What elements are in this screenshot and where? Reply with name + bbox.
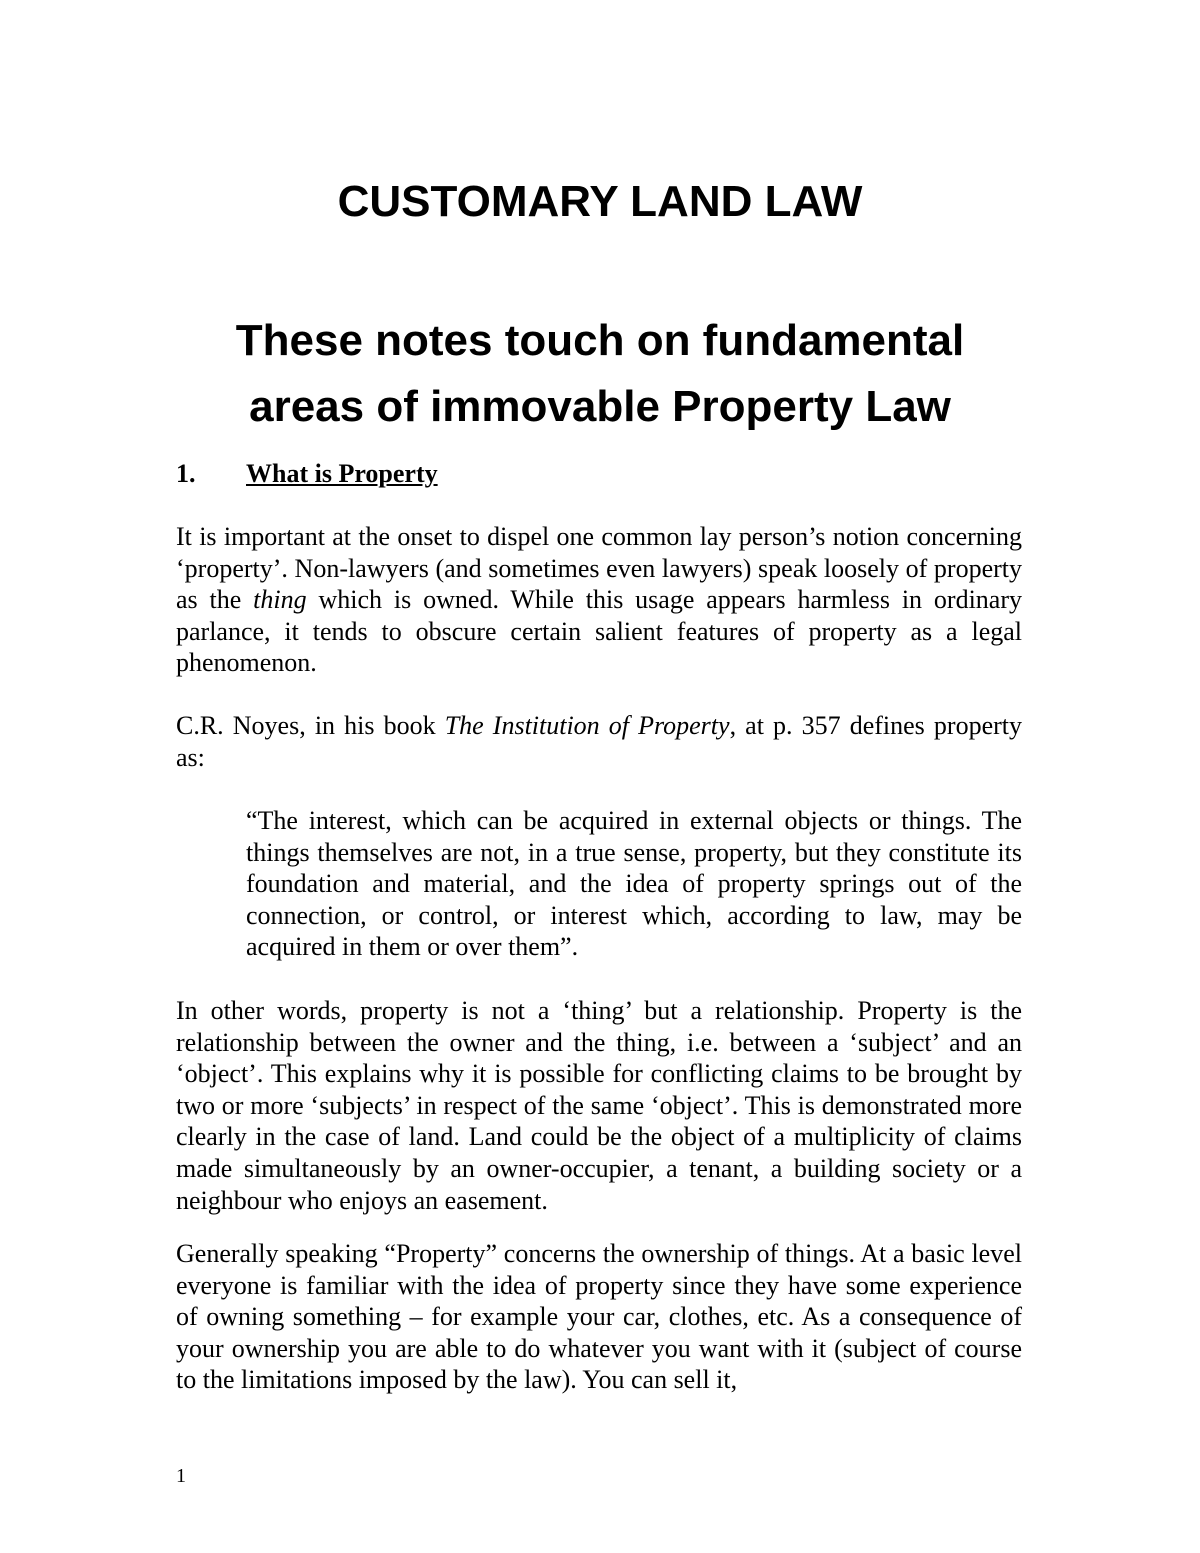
document-title: CUSTOMARY LAND LAW bbox=[337, 177, 863, 226]
paragraph-1-emphasis: thing bbox=[253, 585, 307, 615]
paragraph-1-part-2: which is owned. While this usage appears harmless in ordinary parlance, it tends to obscure certain salient features of property as a legal phenomenon. bbox=[176, 585, 1022, 678]
paragraph-2 bbox=[176, 710, 1022, 773]
section-heading-text: What is Property bbox=[246, 459, 438, 488]
document-subtitle bbox=[0, 308, 1200, 440]
subtitle-line-1: These notes touch on fundamental bbox=[235, 316, 965, 365]
section-number: 1. bbox=[176, 459, 196, 488]
book-title: The Institution of Property bbox=[444, 711, 730, 740]
subtitle-line-2: areas of immovable Property Law bbox=[249, 382, 951, 431]
paragraph-2-part-2: , at p. 357 defines property as: bbox=[176, 711, 1022, 772]
paragraph-4: Generally speaking “Property” concerns the ownership of things. At a basic level everyone is familiar with the idea of property since they have some experience of owning something – for example your car, clothes, etc. As a consequence of your ownership you are able to do whatever you want with it (subject of course to the limitations imposed by the law). You can sell it, bbox=[176, 1239, 1022, 1395]
paragraph-3: In other words, property is not a ‘thing’ but a relationship. Property is the relationship between the owner and the thing, i.e. between a ‘subject’ and an ‘object’. This explains why it is possible for conflicting claims to be brought by two or more ‘subjects’ in respect of the same ‘object’. This is demonstrated more clearly in the case of land. Land could be the object of a multiplicity of claims made simultaneously by an owner-occupier, a tenant, a building society or a neighbour who enjoys an easement. bbox=[176, 996, 1022, 1215]
page-number: 1 bbox=[176, 1465, 186, 1487]
paragraph-1-part-1: It is important at the onset to dispel one common lay person’s notion concerning ‘property’. Non-lawyers (and sometimes even lawyers) speak loosely of property as the bbox=[176, 522, 1022, 615]
section-heading bbox=[176, 458, 1026, 490]
paragraph-1 bbox=[176, 521, 1022, 679]
block-quote: “The interest, which can be acquired in external objects or things. The things themselves are not, in a true sense, property, but they constitute its foundation and material, and the idea of property springs out of the connection, or control, or interest which, according to law, may be acquired in them or over them”. bbox=[246, 806, 1022, 962]
paragraph-2-part-1: C.R. Noyes, in his book bbox=[176, 711, 445, 740]
